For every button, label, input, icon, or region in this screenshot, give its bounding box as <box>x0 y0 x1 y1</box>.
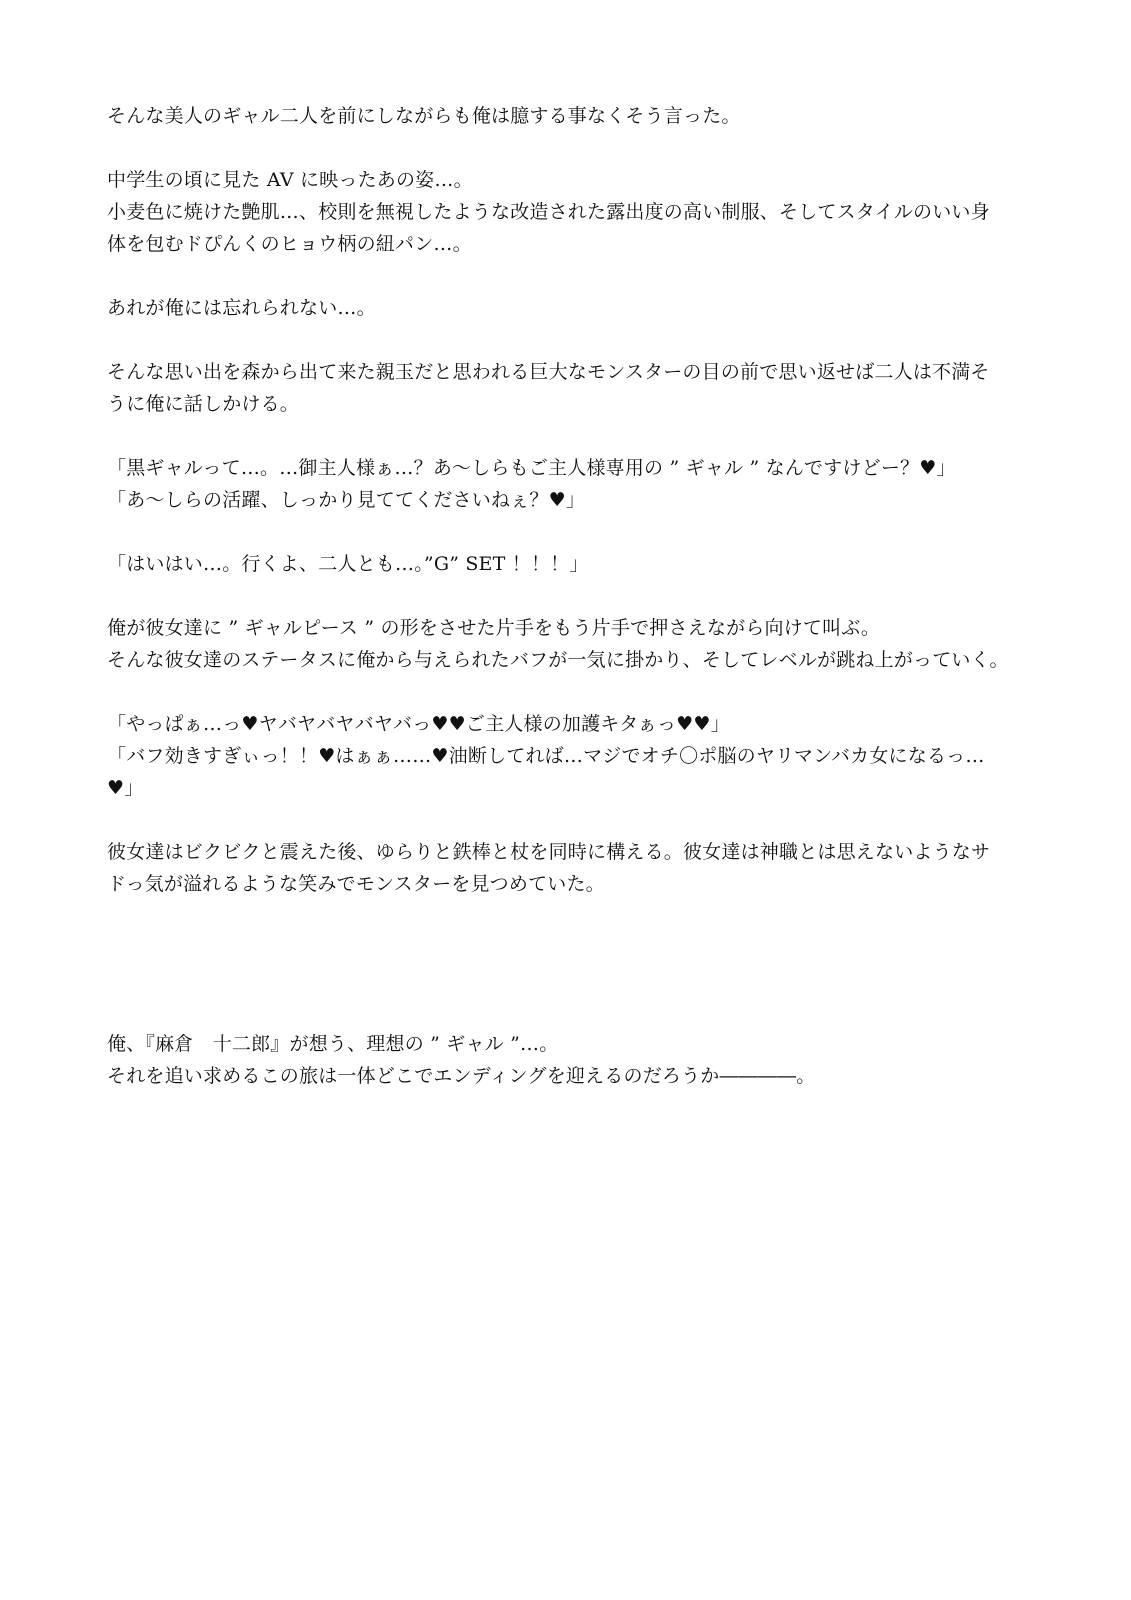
paragraph-4 <box>107 356 1027 420</box>
closing-paragraph <box>107 1028 1027 1092</box>
text-line: ドっ気が溢れるような笑みでモンスターを見つめていた。 <box>107 873 605 895</box>
paragraph-3 <box>107 292 1027 324</box>
document-body <box>107 100 1027 1124</box>
text-line: 彼女達はビクビクと震えた後、ゆらりと鉄棒と杖を同時に構える。彼女達は神職とは思えないようなサ <box>107 841 991 863</box>
dialogue-line: 「はいはい…。行くよ、二人とも…。”G” SET ！！！」 <box>107 553 589 575</box>
text-line: そんな美人のギャル二人を前にしながらも俺は臆する事なくそう言った。 <box>107 105 741 127</box>
paragraph-6 <box>107 548 1027 580</box>
paragraph-2 <box>107 164 1027 260</box>
paragraph-8 <box>107 708 1027 804</box>
section-break <box>107 932 1027 1028</box>
text-line: 体を包むドぴんくのヒョウ柄の紐パン…。 <box>107 233 472 255</box>
paragraph-7 <box>107 612 1027 676</box>
dialogue-line: 「あ～しらの活躍、しっかり見ててくださいねぇ？♥」 <box>107 489 586 511</box>
dialogue-line: 「やっぱぁ…っ♥ヤバヤバヤバヤバっ♥♥ご主人様の加護キタぁっ♥♥」 <box>107 713 730 735</box>
paragraph-5 <box>107 452 1027 516</box>
dialogue-line: ♥」 <box>107 777 144 799</box>
text-line: 中学生の頃に見た AV に映ったあの姿…。 <box>107 169 473 191</box>
dialogue-line: 「バフ効きすぎぃっ！！♥はぁぁ……♥油断してれば…マジでオチ〇ポ脳のヤリマンバカ女になるっ… <box>107 745 985 767</box>
paragraph-9 <box>107 836 1027 900</box>
text-line: うに俺に話しかける。 <box>107 393 300 415</box>
text-line: そんな彼女達のステータスに俺から与えられたバフが一気に掛かり、そしてレベルが跳ね上がっていく。 <box>107 649 1009 671</box>
paragraph-1 <box>107 100 1027 132</box>
text-line: 俺、『麻倉 十二郎』が想う、理想の ” ギャル ”…。 <box>107 1033 559 1055</box>
text-line: 俺が彼女達に ” ギャルピース ” の形をさせた片手をもう片手で押さえながら向けて叫ぶ。 <box>107 617 881 639</box>
text-line: 小麦色に焼けた艶肌…、校則を無視したような改造された露出度の高い制服、そしてスタイルのいい身 <box>107 201 990 223</box>
text-line: そんな思い出を森から出て来た親玉だと思われる巨大なモンスターの目の前で思い返せば二人は不満そ <box>107 361 990 383</box>
dialogue-line: 「黒ギャルって…。…御主人様ぁ…？あ～しらもご主人様専用の ” ギャル ” なんですけどー？♥」 <box>107 457 956 479</box>
text-line: それを追い求めるこの旅は一体どこでエンディングを迎えるのだろうか――――。 <box>107 1065 816 1087</box>
text-line: あれが俺には忘れられない…。 <box>107 297 376 319</box>
